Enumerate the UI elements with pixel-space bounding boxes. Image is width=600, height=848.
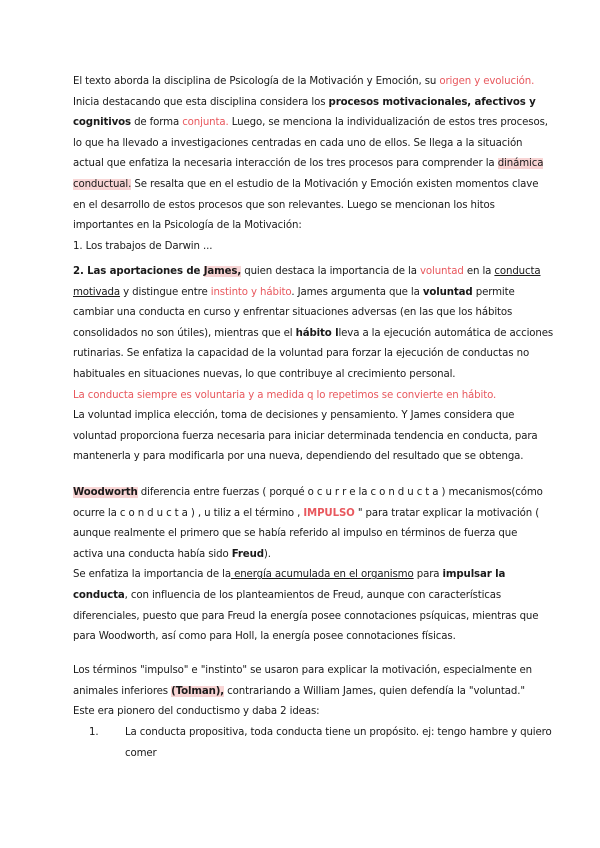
list-number: 1. bbox=[89, 727, 99, 738]
text-line: habituales en situaciones nuevas, lo que contribuye al crecimiento personal. bbox=[73, 368, 456, 380]
bold-text: cognitivos bbox=[73, 117, 131, 129]
highlight-text: (Tolman), bbox=[171, 685, 225, 697]
bold-text: conducta bbox=[73, 589, 125, 601]
text-line: La voluntad implica elección, toma de decisiones y pensamiento. Y James considera que bbox=[73, 410, 515, 422]
text-line: Inicia destacando que esta disciplina considera los procesos motivacionales, afectivos y bbox=[73, 96, 536, 108]
text-line: diferenciales, puesto que para Freud la energía posee connotaciones psíquicas, mientras que bbox=[73, 610, 539, 622]
highlight-text: voluntad bbox=[419, 266, 464, 277]
text-line: El texto aborda la disciplina de Psicología de la Motivación y Emoción, su origen y evolución. bbox=[73, 76, 535, 87]
highlight-text: conjunta. bbox=[182, 117, 229, 129]
bold-text: impulsar la bbox=[442, 569, 506, 581]
underlined-text: motivada bbox=[73, 286, 121, 298]
underlined-text: energía acumulada en el organismo bbox=[230, 569, 414, 581]
highlight-text: dinámica bbox=[497, 158, 544, 170]
bold-text: Freud bbox=[231, 548, 264, 560]
text-line: voluntad proporciona fuerza necesaria para iniciar determinada tendencia en conducta, para bbox=[73, 430, 538, 442]
text-line: conductual. Se resalta que en el estudio de la Motivación y Emoción existen momentos clave bbox=[73, 178, 539, 190]
text-line: 2. Las aportaciones de James, quien destaca la importancia de la voluntad en la conducta bbox=[73, 266, 541, 277]
highlight-text: Woodworth bbox=[73, 487, 138, 498]
paragraph-tolman bbox=[73, 661, 533, 723]
text-line: La conducta siempre es voluntaria y a medida q lo repetimos se convierte en hábito. bbox=[73, 389, 497, 401]
list-item: 1. La conducta propositiva, toda conducta tiene un propósito. ej: tengo hambre y quiero bbox=[89, 723, 549, 744]
highlight-text: origen y evolución. bbox=[439, 76, 535, 87]
text-line: rutinarias. Se enfatiza la capacidad de la voluntad para forzar la ejecución de conductas no bbox=[73, 348, 530, 360]
bold-text: hábito l bbox=[295, 327, 339, 339]
bold-text: voluntad bbox=[422, 286, 473, 298]
text-line: aunque realmente el primero que se había referido al impulso en términos de fuerza que bbox=[73, 528, 518, 540]
text-line: en el desarrollo de estos procesos que son relevantes. Luego se mencionan los hitos bbox=[73, 199, 495, 211]
underlined-text: conducta bbox=[494, 266, 541, 277]
text-line: importantes en la Psicología de la Motivación: bbox=[73, 220, 302, 232]
text-line: mantenerla y para modificarla por una nueva, dependiendo del resultado que se obtenga. bbox=[73, 451, 524, 463]
text-line: Este era pionero del conductismo y daba 2 ideas: bbox=[73, 706, 320, 718]
text-line: ocurre la c o n d u c t a ) , u tiliz a el término , IMPULSO " para tratar explicar la motivación ( bbox=[73, 507, 540, 519]
text-line: conducta, con influencia de los planteamientos de Freud, aunque con características bbox=[73, 589, 502, 601]
bold-text: procesos motivacionales, afectivos y bbox=[328, 96, 536, 108]
text-line: comer bbox=[125, 747, 157, 759]
text-line: consolidados no son útiles), mientras que el hábito lleva a la ejecución automática de acciones bbox=[73, 327, 554, 339]
text-line: motivada y distingue entre instinto y hábito. James argumenta que la voluntad permite bbox=[73, 286, 515, 298]
text-line: Woodworth diferencia entre fuerzas ( porqué o c u r r e la c o n d u c t a ) mecanismos(cómo bbox=[73, 487, 543, 498]
paragraph-intro bbox=[73, 72, 548, 257]
paragraph-james bbox=[73, 262, 554, 468]
text-line: para Woodworth, así como para Holl, la energía posee connotaciones físicas. bbox=[73, 631, 456, 643]
text-line: Los términos "impulso" e "instinto" se usaron para explicar la motivación, especialmente en bbox=[73, 665, 532, 676]
highlight-text: instinto y hábito bbox=[210, 286, 292, 298]
text-line: lo que ha llevado a investigaciones centradas en cada uno de ellos. Se llega a la situación bbox=[73, 137, 523, 149]
text-line: 1. Los trabajos de Darwin ... bbox=[73, 240, 213, 252]
text-line: cognitivos de forma conjunta. Luego, se menciona la individualización de estos tres procesos, bbox=[73, 117, 548, 129]
text-line: animales inferiores (Tolman), contrariando a William James, quien defendía la "voluntad." bbox=[73, 685, 525, 697]
text-line: activa una conducta había sido Freud). bbox=[73, 548, 271, 560]
numbered-list bbox=[89, 723, 552, 764]
highlight-text: conductual. bbox=[73, 178, 132, 190]
highlight-text: IMPULSO bbox=[303, 507, 355, 519]
text-line: actual que enfatiza la necesaria interacción de los tres procesos para comprender la dinámica bbox=[73, 158, 544, 170]
text-line: Se enfatiza la importancia de la energía acumulada en el organismo para impulsar la bbox=[73, 569, 506, 581]
text-line: cambiar una conducta en curso y enfrentar situaciones adversas (en las que los hábitos bbox=[73, 307, 513, 319]
highlight-text: James, bbox=[203, 266, 242, 277]
paragraph-woodworth bbox=[73, 483, 543, 648]
